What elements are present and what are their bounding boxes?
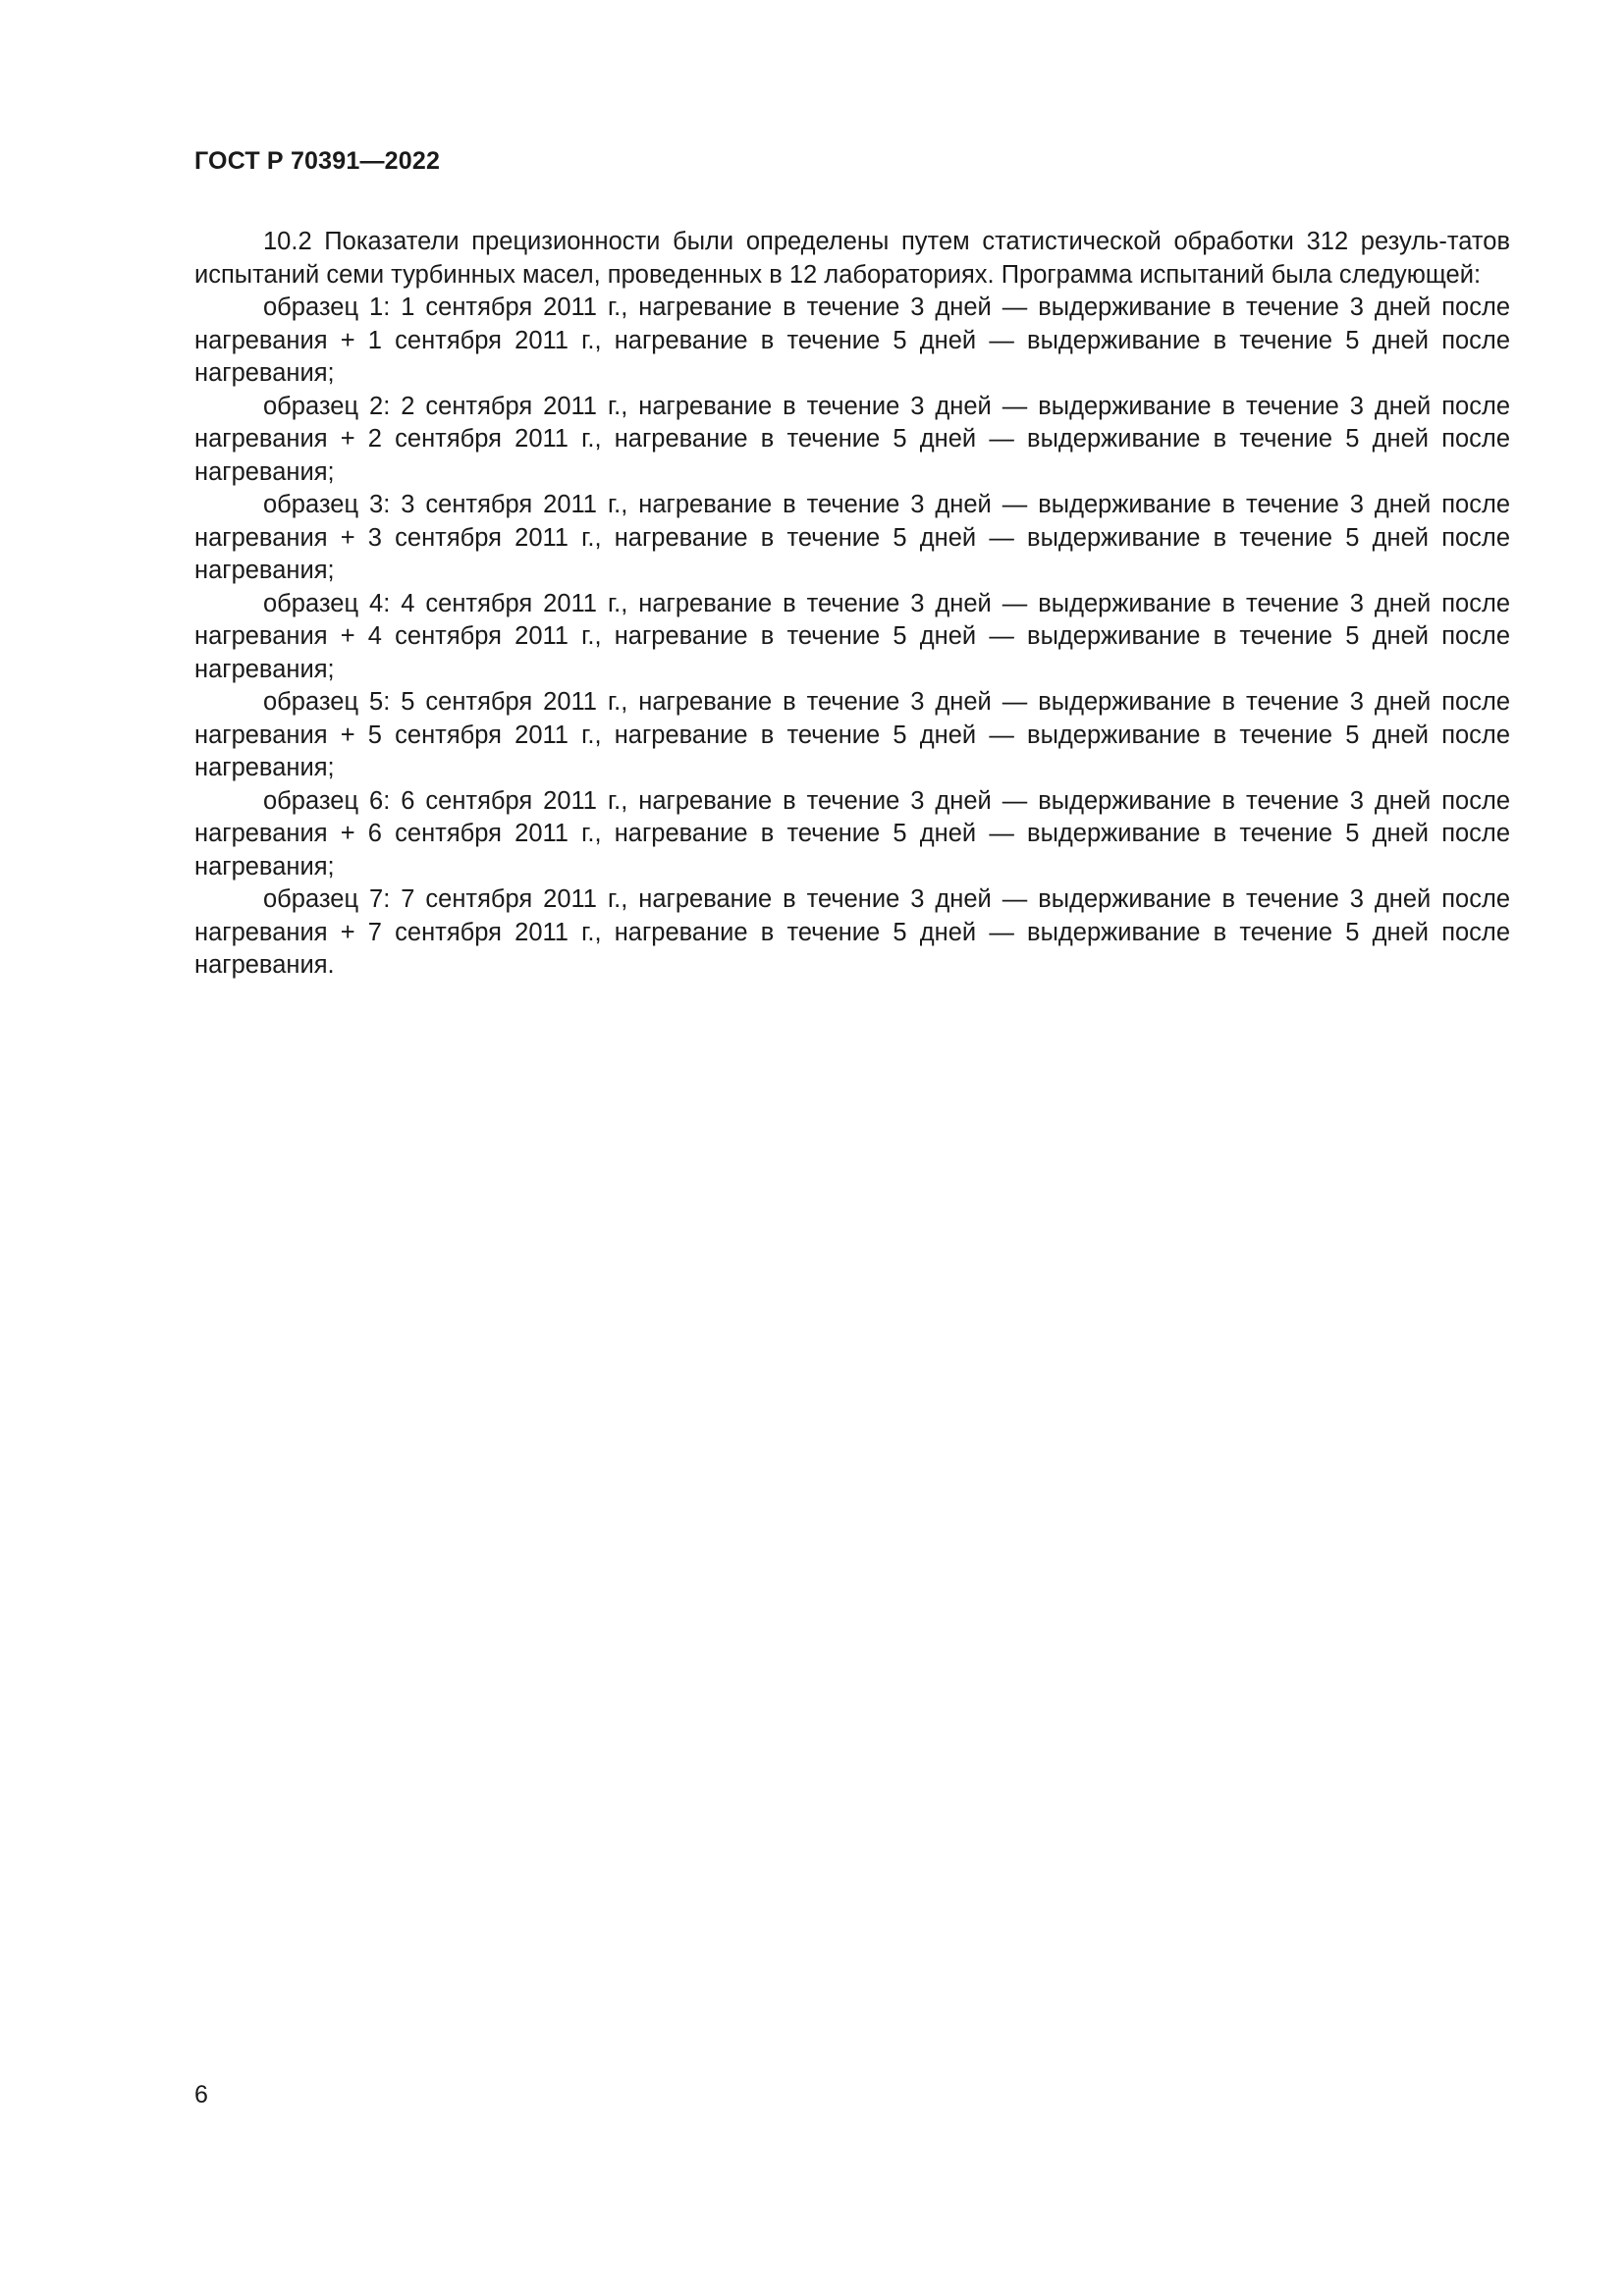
document-body xyxy=(194,226,1510,983)
page-number: 6 xyxy=(194,2081,208,2109)
sample-6-paragraph: образец 6: 6 сентября 2011 г., нагревание в течение 3 дней — выдерживание в течение 3 дней после нагревания + 6 сентября 2011 г., нагревание в течение 5 дней — выдерживание в течение 5 дней после нагревания; xyxy=(194,786,1510,881)
sample-2-paragraph: образец 2: 2 сентября 2011 г., нагревание в течение 3 дней — выдерживание в течение 3 дней после нагревания + 2 сентября 2011 г., нагревание в течение 5 дней — выдерживание в течение 5 дней после нагревания; xyxy=(194,392,1510,486)
sample-1-paragraph: образец 1: 1 сентября 2011 г., нагревание в течение 3 дней — выдерживание в течение 3 дней после нагревания + 1 сентября 2011 г., нагревание в течение 5 дней — выдерживание в течение 5 дней после нагревания; xyxy=(194,294,1510,387)
standard-code-header: ГОСТ Р 70391—2022 xyxy=(194,147,441,175)
sample-5-paragraph: образец 5: 5 сентября 2011 г., нагревание в течение 3 дней — выдерживание в течение 3 дней после нагревания + 5 сентября 2011 г., нагревание в течение 5 дней — выдерживание в течение 5 дней после нагревания; xyxy=(194,688,1510,781)
sample-3-paragraph: образец 3: 3 сентября 2011 г., нагревание в течение 3 дней — выдерживание в течение 3 дней после нагревания + 3 сентября 2011 г., нагревание в течение 5 дней — выдерживание в течение 5 дней после нагревания; xyxy=(194,491,1510,584)
intro-paragraph: 10.2 Показатели прецизионности были определены путем статистической обработки 312 резуль-татов испытаний семи турбинных масел, проведенных в 12 лабораториях. Программа испытаний была следующей: xyxy=(194,228,1510,289)
sample-4-paragraph: образец 4: 4 сентября 2011 г., нагревание в течение 3 дней — выдерживание в течение 3 дней после нагревания + 4 сентября 2011 г., нагревание в течение 5 дней — выдерживание в течение 5 дней после нагревания; xyxy=(194,589,1510,683)
sample-7-paragraph: образец 7: 7 сентября 2011 г., нагревание в течение 3 дней — выдерживание в течение 3 дней после нагревания + 7 сентября 2011 г., нагревание в течение 5 дней — выдерживание в течение 5 дней после нагревания. xyxy=(194,885,1510,979)
